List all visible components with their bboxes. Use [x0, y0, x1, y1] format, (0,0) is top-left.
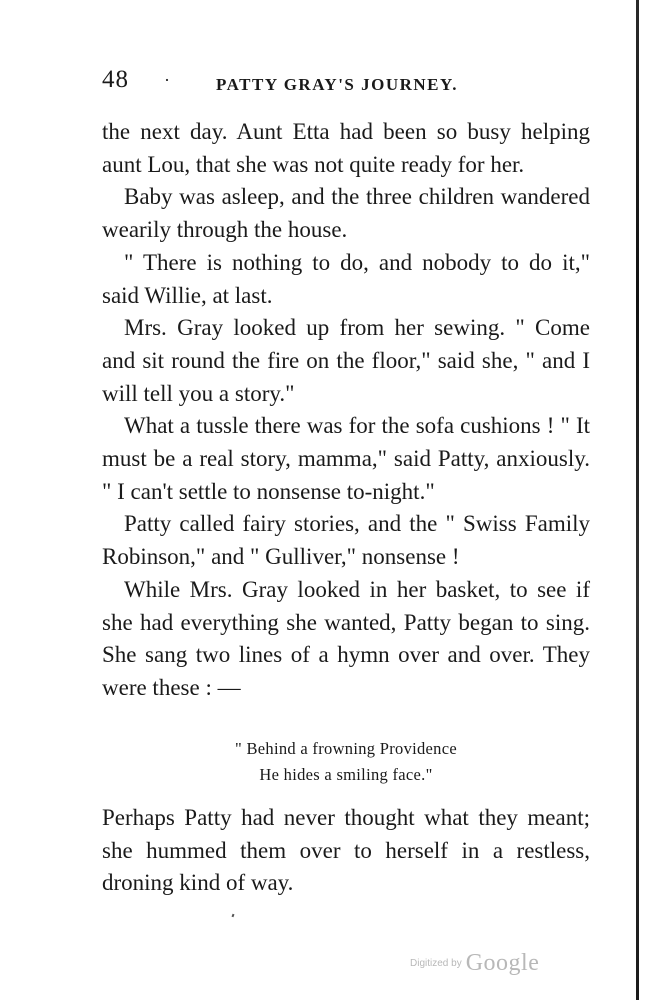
running-title: PATTY GRAY'S JOURNEY. — [216, 75, 458, 94]
google-logo-text: Google — [465, 950, 540, 976]
body-text — [102, 116, 590, 705]
closing-paragraph: Perhaps Patty had never thought what they meant; she hummed them over to herself in a restless, droning kind of way. — [102, 805, 590, 896]
paragraph-6: Patty called fairy stories, and the " Swiss Family Robinson," and " Gulliver," nonsense ! — [102, 511, 590, 570]
digitization-watermark — [410, 950, 539, 980]
verse-line-1: " Behind a frowning Providence — [235, 739, 457, 758]
header-separator: · — [164, 70, 170, 90]
print-speck — [232, 914, 235, 918]
paragraph-1: the next day. Aunt Etta had been so busy helping aunt Lou, that she was not quite ready for her. — [102, 119, 590, 177]
page-number: 48 — [102, 66, 129, 93]
verse-line-2: He hides a smiling face." — [259, 765, 433, 784]
page-header — [102, 66, 492, 102]
scan-edge-line — [636, 0, 639, 1000]
watermark-prefix: Digitized by — [410, 958, 462, 969]
paragraph-5: What a tussle there was for the sofa cushions ! " It must be a real story, mamma," said Patty, anxiously. " I can't settle to nonsense to-night." — [102, 413, 590, 504]
closing-text — [102, 802, 590, 900]
hymn-verse — [102, 736, 590, 788]
paragraph-7: While Mrs. Gray looked in her basket, to see if she had everything she wanted, Patty began to sing. She sang two lines of a hymn over and over. They were these : — — [102, 576, 590, 700]
paragraph-3: " There is nothing to do, and nobody to do it," said Willie, at last. — [102, 249, 590, 308]
paragraph-4: Mrs. Gray looked up from her sewing. " Come and sit round the fire on the floor," said she, " and I will tell you a story." — [102, 315, 590, 406]
paragraph-2: Baby was asleep, and the three children wandered wearily through the house. — [102, 184, 590, 243]
